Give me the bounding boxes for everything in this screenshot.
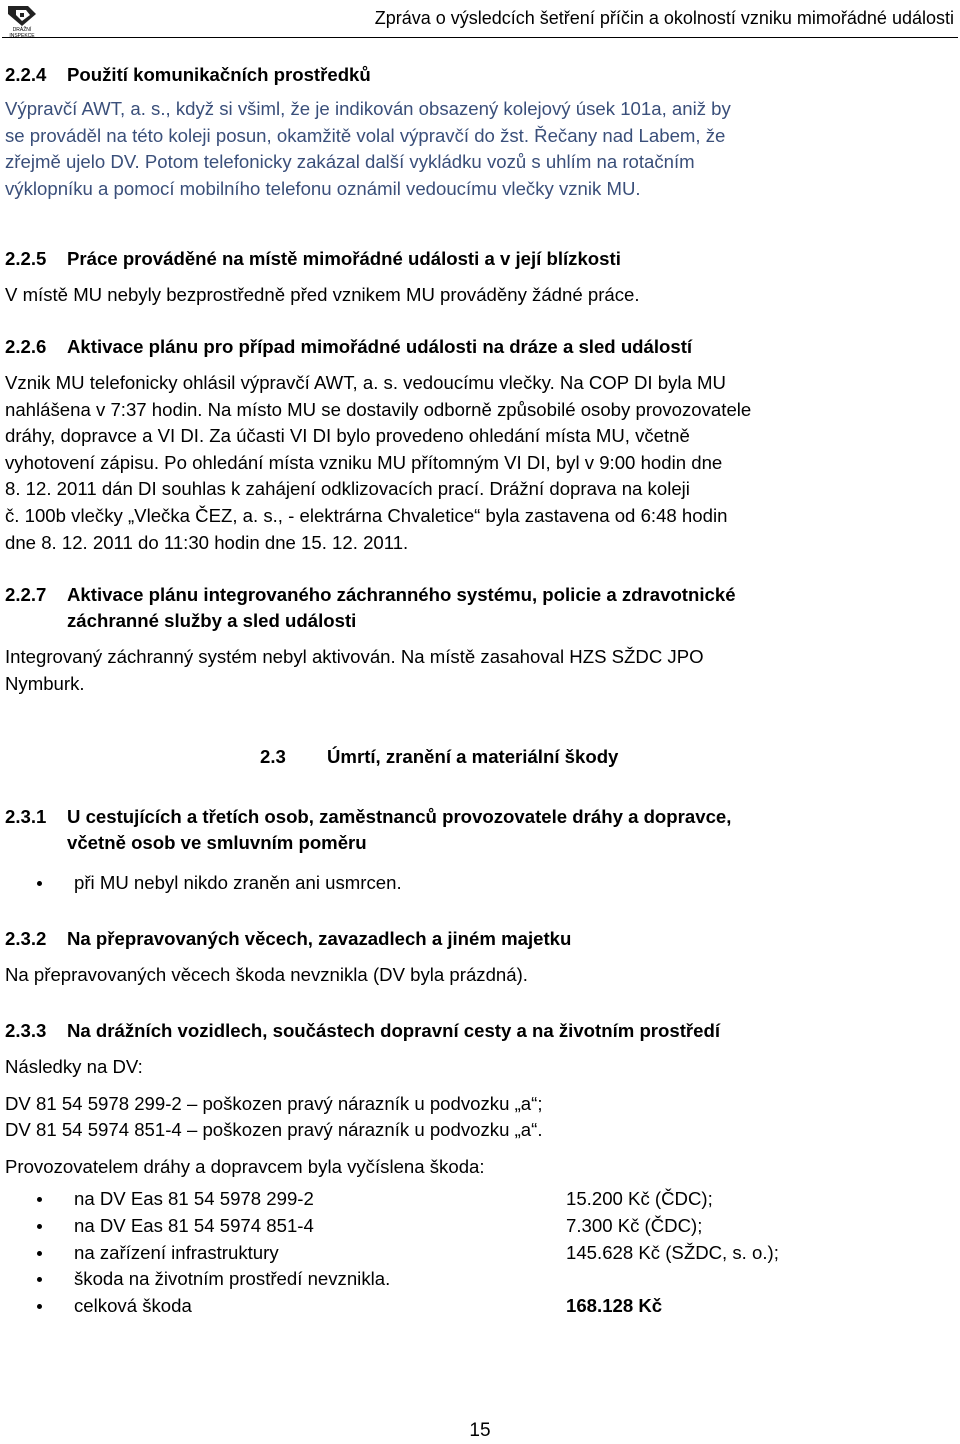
paragraph-line: 8. 12. 2011 dán DI souhlas k zahájení odklizovacích prací. Drážní doprava na koleji [5,478,690,500]
section-paragraph [5,644,955,697]
section-heading [5,926,955,952]
section-heading [5,1018,955,1044]
section-2-3 [5,744,955,770]
section-number: 2.2.4 [5,64,47,85]
consequences-intro: Následky na DV: [5,1056,143,1077]
section-paragraph [5,96,955,202]
section-title-line: U cestujících a třetích osob, zaměstnanců provozovatele dráhy a dopravce, [67,806,732,827]
damage-item [5,1213,955,1240]
section-number: 2.3.3 [5,1020,47,1041]
section-heading [5,246,955,272]
damage-value: 145.628 Kč (SŽDC, s. o.); [566,1241,779,1263]
vehicle-damage-line: DV 81 54 5974 851-4 – poškozen pravý nárazník u podvozku „a“. [5,1119,543,1141]
section-title: Na přepravovaných věcech, zavazadlech a jiném majetku [67,928,572,949]
bullet-icon [37,1251,42,1256]
section-number: 2.2.6 [5,336,47,357]
bullet-icon [37,881,42,886]
section-2-3-2 [5,926,955,989]
vehicle-damage-list [5,1091,955,1144]
section-paragraph: Na přepravovaných věcech škoda nevznikla (DV byla prázdná). [5,964,528,985]
header-title: Zpráva o výsledcích šetření příčin a okolností vzniku mimořádné události [374,8,954,28]
section-number: 2.3.1 [5,806,47,827]
section-2-3-3 [5,1018,955,1319]
bullet-icon [37,1277,42,1282]
damage-item [5,1293,955,1320]
vehicle-damage-line: DV 81 54 5978 299-2 – poškozen pravý nárazník u podvozku „a“; [5,1092,543,1114]
section-number: 2.3.2 [5,928,47,949]
damage-label: na DV Eas 81 54 5978 299-2 [74,1188,314,1210]
bullet-list [5,870,955,897]
paragraph-line: dne 8. 12. 2011 do 11:30 hodin dne 15. 12. 2011. [5,531,409,553]
section-2-2-4 [5,62,955,202]
paragraph-line: č. 100b vlečky „Vlečka ČEZ, a. s., - elektrárna Chvaletice“ byla zastavena od 6:48 hodin [5,504,728,526]
section-paragraph [5,370,955,556]
section-heading [5,582,955,634]
logo-line-2: INSPEKCE [9,33,35,38]
damage-list [5,1186,955,1319]
section-2-3-1 [5,804,955,897]
section-title-line: Aktivace plánu integrovaného záchranného systému, policie a zdravotnické [67,584,736,605]
damage-label: na zařízení infrastruktury [74,1241,279,1263]
damage-label: škoda na životním prostředí nevznikla. [74,1268,391,1290]
section-title: Aktivace plánu pro případ mimořádné události na dráze a sled událostí [67,336,693,357]
section-heading [5,62,955,88]
section-number: 2.3 [260,746,286,767]
damage-label: na DV Eas 81 54 5974 851-4 [74,1214,314,1236]
paragraph-line: Nymburk. [5,672,85,694]
section-2-2-5 [5,246,955,309]
section-heading [5,804,955,856]
paragraph-line: výklopníku a pomocí mobilního telefonu oznámil vedoucímu vlečky vznik MU. [5,177,641,199]
paragraph-line: se prováděl na této koleji posun, okamžitě volal výpravčí do žst. Řečany nad Labem, že [5,124,726,146]
section-title: Na drážních vozidlech, součástech dopravní cesty a na životním prostředí [67,1020,721,1041]
section-heading [5,744,955,770]
paragraph-line: nahlášena v 7:37 hodin. Na místo MU se dostavily odborně způsobilé osoby provozovatele [5,398,752,420]
paragraph-line: vyhotovení zápisu. Po ohledání místa vzniku MU přítomným VI DI, byl v 9:00 hodin dne [5,451,723,473]
damage-item [5,1266,955,1293]
total-damage-value: 168.128 Kč [566,1294,663,1316]
section-number: 2.2.5 [5,248,47,269]
section-2-2-7 [5,582,955,697]
section-2-2-6 [5,334,955,556]
section-heading [5,334,955,360]
paragraph-line: Integrovaný záchranný systém nebyl aktivován. Na místě zasahoval HZS SŽDC JPO [5,646,704,667]
damage-intro: Provozovatelem dráhy a dopravcem byla vyčíslena škoda: [5,1155,485,1177]
bullet-icon [37,1197,42,1202]
section-paragraph: V místě MU nebyly bezprostředně před vznikem MU prováděny žádné práce. [5,284,640,305]
header-divider [2,37,958,38]
damage-item [5,1186,955,1213]
paragraph-line: dráhy, dopravce a VI DI. Za účasti VI DI bylo provedeno ohledání místa MU, včetně [5,425,690,447]
section-title-line: záchranné služby a sled události [67,610,357,631]
bullet-icon [37,1304,42,1309]
drazni-inspekce-logo [2,2,42,38]
paragraph-line: zřejmě ujelo DV. Potom telefonicky zakázal další vykládku vozů s uhlím na rotačním [5,151,695,173]
damage-label: celková škoda [74,1294,192,1316]
list-item-text: při MU nebyl nikdo zraněn ani usmrcen. [74,872,402,893]
damage-item [5,1240,955,1267]
bullet-icon [37,1224,42,1229]
damage-value: 7.300 Kč (ČDC); [566,1214,703,1236]
damage-value: 15.200 Kč (ČDC); [566,1188,713,1210]
section-title: Úmrtí, zranění a materiální škody [327,746,619,767]
logo-line-1: DRÁŽNÍ [12,27,32,33]
section-number: 2.2.7 [5,584,47,605]
paragraph-line: Výpravčí AWT, a. s., když si všiml, že je indikován obsazený kolejový úsek 101a, aniž by [5,98,731,119]
section-title-line: včetně osob ve smluvním poměru [67,832,367,853]
page-number: 15 [469,1420,491,1441]
list-item [5,870,955,897]
paragraph-line: Vznik MU telefonicky ohlásil výpravčí AWT, a. s. vedoucímu vlečky. Na COP DI byla MU [5,372,726,393]
section-title: Práce prováděné na místě mimořádné události a v její blízkosti [67,248,621,269]
section-title: Použití komunikačních prostředků [67,64,371,85]
